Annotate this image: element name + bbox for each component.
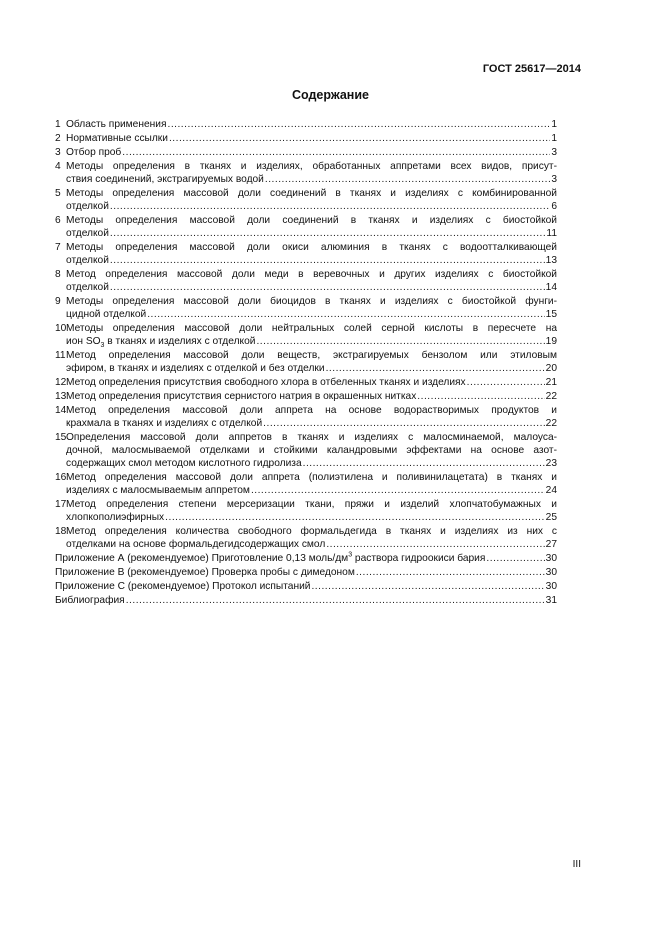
leader-dots (110, 281, 545, 294)
toc-entry-number: 5 (55, 188, 61, 199)
toc-entry-number: 13 (55, 391, 67, 402)
toc-entry (55, 525, 557, 551)
leader-dots (417, 390, 544, 403)
toc-entry-line: Метод определения массовой доли аппрета на основе водорастворимых продуктов и (66, 405, 557, 416)
toc-entry (55, 390, 557, 403)
toc-entry-body (66, 498, 557, 524)
leader-dots (256, 335, 544, 348)
leader-dots (251, 484, 545, 497)
toc-entry-last-line (66, 511, 557, 524)
toc-entry-page: 1 (551, 119, 557, 130)
toc-entry-number: 4 (55, 161, 61, 172)
toc-entry-text: отделками на основе формальдегидсодержащих смол (66, 539, 326, 550)
toc-entry-number: 11 (55, 350, 66, 361)
toc-entry-text: Приложение В (рекомендуемое) Проверка пробы с димедоном (55, 567, 355, 578)
toc-entry-body (55, 594, 557, 607)
leader-dots (467, 376, 545, 389)
toc-entry-last-line (66, 538, 557, 551)
toc-entry-body (66, 295, 557, 321)
toc-entry-number: 8 (55, 269, 61, 280)
toc-entry-last-line (55, 552, 557, 565)
toc-entry-text: отделкой (66, 255, 109, 266)
toc-entry (55, 118, 557, 131)
toc-entry-last-line (66, 308, 557, 321)
toc-entry-page: 20 (545, 363, 557, 374)
toc-entry-last-line (66, 227, 557, 240)
toc-entry-last-line (66, 376, 557, 389)
leader-dots (265, 173, 550, 186)
toc-entry (55, 594, 557, 607)
leader-dots (169, 132, 550, 145)
toc-entry-text: отделкой (66, 201, 109, 212)
toc-entry-page: 27 (545, 539, 557, 550)
toc-entry-last-line (66, 200, 557, 213)
leader-dots (110, 227, 546, 240)
toc-entry-body (66, 390, 557, 403)
toc-entry-page: 25 (545, 512, 557, 523)
toc-entry-number: 2 (55, 133, 61, 144)
toc-entry-text: крахмала в тканях и изделиях с отделкой (66, 418, 263, 429)
toc-entry-text: эфиром, в тканях и изделиях с отделкой и без отделки (66, 363, 325, 374)
toc-entry-page: 30 (545, 567, 557, 578)
toc-entry-text-part: раствора гидроокиси бария (352, 553, 486, 564)
toc-entry (55, 431, 557, 470)
toc-entry-body (66, 404, 557, 430)
toc-entry-last-line (66, 362, 557, 375)
leader-dots (147, 308, 544, 321)
toc-entry-number: 16 (55, 472, 67, 483)
toc-entry (55, 322, 557, 348)
toc-entry-page: 1 (551, 133, 557, 144)
toc-entry-page: 31 (545, 595, 557, 606)
toc-entry-number: 7 (55, 242, 61, 253)
toc-entry-text: отделкой (66, 282, 109, 293)
toc-entry (55, 268, 557, 294)
leader-dots (486, 552, 544, 565)
toc-entry-body (66, 322, 557, 348)
toc-entry-number: 9 (55, 296, 61, 307)
toc-entry-body (66, 349, 557, 375)
toc-entry (55, 295, 557, 321)
toc-entry-page: 21 (545, 377, 557, 388)
toc-entry-page: 6 (551, 201, 557, 212)
toc-entry-last-line (66, 173, 557, 186)
toc-entry-last-line (66, 281, 557, 294)
toc-entry-body (66, 241, 557, 267)
toc-entry-body (66, 525, 557, 551)
toc-entry-line: Методы определения массовой доли биоцидов в тканях и изделиях с биостойкой фунги- (66, 296, 557, 307)
toc-entry-text: цидной отделкой (66, 309, 147, 320)
toc-entry (55, 376, 557, 389)
toc-entry-number: 17 (55, 499, 67, 510)
toc-entry-last-line (66, 335, 557, 348)
toc-entry-text: Отбор проб (66, 147, 122, 158)
toc-entry-body (66, 187, 557, 213)
toc-entry-text-part: в тканях и изделиях с отделкой (104, 336, 256, 347)
leader-dots (110, 254, 545, 267)
leader-dots (110, 200, 550, 213)
toc-entry-page: 3 (551, 147, 557, 158)
toc-entry (55, 471, 557, 497)
toc-entry-page: 22 (545, 391, 557, 402)
leader-dots (122, 146, 550, 159)
toc-entry-text: отделкой (66, 228, 109, 239)
toc-entry-last-line (66, 390, 557, 403)
toc-entry-page: 30 (545, 553, 557, 564)
toc-entry-last-line (66, 118, 557, 131)
toc-entry-text (66, 335, 255, 348)
toc-entry-line: Методы определения массовой доли соединений в тканях и изделиях с биостойкой (66, 215, 557, 226)
toc-entry (55, 404, 557, 430)
toc-entry-body (66, 376, 557, 389)
toc-entry-line: Методы определения массовой доли нейтральных солей серной кислоты в пересчете на (66, 323, 557, 334)
toc-entry-line: Метод определения степени мерсеризации ткани, пряжи и изделий хлопчатобумажных и (66, 499, 557, 510)
toc-entry-number: 3 (55, 147, 61, 158)
leader-dots (126, 594, 545, 607)
toc-entry-page: 15 (545, 309, 557, 320)
toc-entry-page: 14 (545, 282, 557, 293)
toc-entry-line: Метод определения массовой доли меди в веревочных и других изделиях с биостойкой (66, 269, 557, 280)
leader-dots (165, 511, 545, 524)
toc-entry-body (66, 118, 557, 131)
toc-entry-body (66, 431, 557, 470)
toc-entry-text: Библиография (55, 595, 125, 606)
toc-entry-page: 24 (545, 485, 557, 496)
toc-entry-last-line (55, 594, 557, 607)
toc-entry (55, 187, 557, 213)
toc-entry-text (55, 552, 485, 565)
leader-dots (326, 538, 544, 551)
toc-entry-number: 15 (55, 432, 67, 443)
toc-entry (55, 241, 557, 267)
leader-dots (326, 362, 545, 375)
toc-entry-body (66, 214, 557, 240)
toc-entry-number: 1 (55, 119, 61, 130)
toc-entry-text: хлопкополиэфирных (66, 512, 165, 523)
toc-entry-body (66, 471, 557, 497)
toc-entry-last-line (66, 254, 557, 267)
toc-entry-page: 3 (551, 174, 557, 185)
toc-entry-last-line (66, 146, 557, 159)
toc-entry (55, 552, 557, 565)
page-title: Содержание (291, 88, 369, 102)
toc-entry (55, 132, 557, 145)
toc-entry (55, 580, 557, 593)
toc-entry-text: Нормативные ссылки (66, 133, 168, 144)
toc-entry-text: изделиях с малосмываемым аппретом (66, 485, 250, 496)
toc-entry-line: Методы определения массовой доли соединений в тканях и изделиях с комбинированной (66, 188, 557, 199)
toc-entry-page: 13 (545, 255, 557, 266)
leader-dots (167, 118, 550, 131)
toc-entry-text: Область применения (66, 119, 167, 130)
leader-dots (303, 457, 545, 470)
toc-entry-body (55, 580, 557, 593)
leader-dots (263, 417, 544, 430)
superscript: 3 (348, 551, 353, 559)
document-code: ГОСТ 25617—2014 (482, 63, 581, 75)
toc-entry-number: 12 (55, 377, 67, 388)
toc-entry-text: ствия соединений, экстрагируемых водой (66, 174, 264, 185)
toc-entry-last-line (55, 580, 557, 593)
toc-entry-text: Приложение С (рекомендуемое) Протокол испытаний (55, 581, 311, 592)
toc-entry-text: Метод определения присутствия сернистого натрия в окрашенных нитках (66, 391, 417, 402)
toc-entry (55, 160, 557, 186)
toc-entry-number: 6 (55, 215, 61, 226)
toc-entry-body (55, 566, 557, 579)
page-number: III (572, 859, 581, 870)
toc-entry-last-line (66, 484, 557, 497)
toc-entry-last-line (66, 132, 557, 145)
toc-entry-text-part: Приложение А (рекомендуемое) Приготовление 0,13 моль/дм (55, 553, 349, 564)
toc-entry-line: Метод определения массовой доли аппрета (полиэтилена и поливинилацетата) в тканях и (66, 472, 557, 483)
toc-entry-page: 30 (545, 581, 557, 592)
toc-entry-body (66, 268, 557, 294)
toc-entry-body (66, 160, 557, 186)
table-of-contents (55, 118, 557, 608)
toc-entry (55, 566, 557, 579)
toc-entry (55, 498, 557, 524)
toc-entry-text: содержащих смол методом кислотного гидролиза (66, 458, 302, 469)
toc-entry-last-line (66, 417, 557, 430)
toc-entry-line: Методы определения массовой доли окиси алюминия в тканях с водоотталкивающей (66, 242, 557, 253)
toc-entry-text: Метод определения присутствия свободного хлора в отбеленных тканях и изделиях (66, 377, 466, 388)
toc-entry-line: Метод определения массовой доли веществ, экстрагируемых бензолом или этиловым (66, 350, 557, 361)
toc-entry-page: 22 (545, 418, 557, 429)
toc-entry-last-line (55, 566, 557, 579)
toc-entry-number: 14 (55, 405, 67, 416)
toc-entry-body (66, 146, 557, 159)
toc-entry-last-line (66, 457, 557, 470)
toc-entry-page: 19 (545, 336, 557, 347)
toc-entry (55, 214, 557, 240)
toc-entry-line: Методы определения в тканях и изделиях, обработанных аппретами всех видов, присут- (66, 161, 557, 172)
subscript: 3 (100, 342, 105, 350)
toc-entry (55, 349, 557, 375)
toc-entry-number: 18 (55, 526, 67, 537)
leader-dots (356, 566, 545, 579)
toc-entry-line: Определения массовой доли аппретов в тканях и изделиях с малосминаемой, малоуса- (66, 432, 557, 443)
leader-dots (311, 580, 544, 593)
toc-entry-body (55, 552, 557, 565)
toc-entry-text-part: ион SO (66, 336, 101, 347)
toc-entry-number: 10 (55, 323, 67, 334)
toc-entry (55, 146, 557, 159)
toc-entry-line: дочной, малосмываемой отделками и стойкими каландровыми эффектами на основе азот- (66, 445, 557, 456)
toc-entry-line: Метод определения количества свободного формальдегида в тканях и изделиях из них с (66, 526, 557, 537)
toc-entry-body (66, 132, 557, 145)
toc-entry-page: 11 (546, 228, 557, 239)
toc-entry-page: 23 (545, 458, 557, 469)
